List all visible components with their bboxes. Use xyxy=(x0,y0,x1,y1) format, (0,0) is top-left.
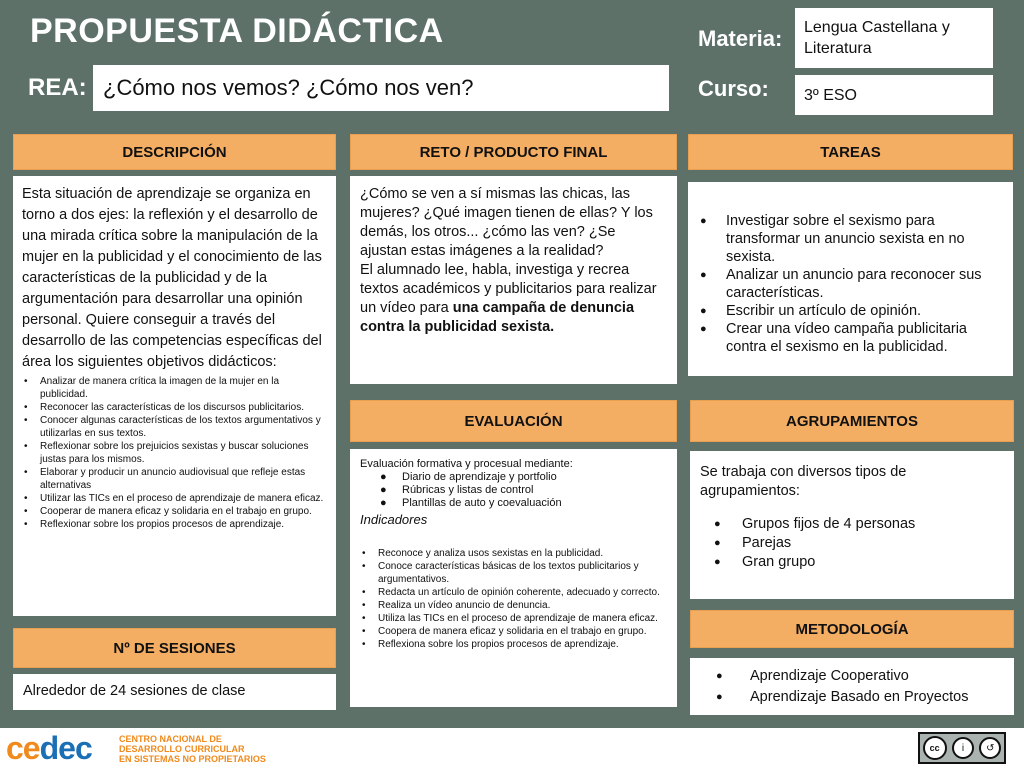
metodologia-panel xyxy=(690,658,1014,715)
objetivos-list xyxy=(22,375,328,531)
list-item: • Reflexionar sobre los prejuicios sexistas y buscar soluciones justas para los mismos. xyxy=(22,440,328,466)
list-item: • Utilizar las TICs en el proceso de aprendizaje de manera eficaz. xyxy=(22,492,328,505)
materia-box xyxy=(795,8,993,68)
sa-icon: ↺ xyxy=(979,737,1001,759)
list-item: ● Rúbricas y listas de control xyxy=(380,484,665,497)
list-item: ● Aprendizaje Cooperativo xyxy=(716,666,1004,687)
list-item: • Reflexiona sobre los propios procesos de aprendizaje. xyxy=(360,638,665,651)
agrupamientos-heading: AGRUPAMIENTOS xyxy=(690,400,1014,442)
list-item: • Elaborar y producir un anuncio audiovisual que refleje estas alternativas xyxy=(22,466,328,492)
list-item: ● Grupos fijos de 4 personas xyxy=(714,515,1004,534)
list-item: ● Analizar un anuncio para reconocer sus características. xyxy=(700,266,999,302)
agrupamientos-intro: Se trabaja con diversos tipos de agrupamientos: xyxy=(700,464,907,499)
curso-value: 3º ESO xyxy=(804,87,857,104)
list-item: ● Escribir un artículo de opinión. xyxy=(700,302,999,320)
rea-box xyxy=(93,65,669,111)
reto-bold-text: una campaña de denuncia contra la publicidad sexista. xyxy=(360,300,635,335)
list-item: ● Aprendizaje Basado en Proyectos xyxy=(716,687,1004,708)
tareas-list xyxy=(700,212,999,356)
list-item: ● Gran grupo xyxy=(714,553,1004,572)
agrupamientos-list xyxy=(714,515,1004,572)
reto-question: ¿Cómo se ven a sí mismas las chicas, las mujeres? ¿Qué imagen tienen de ellas? Y los demás, los otros... ¿cómo las ven? ¿Se ajustan estas imágenes a la realidad? xyxy=(360,186,653,259)
reto-description xyxy=(360,261,663,337)
footer xyxy=(0,728,1024,770)
evaluacion-panel xyxy=(350,449,677,707)
list-item: • Cooperar de manera eficaz y solidaria en el trabajo en grupo. xyxy=(22,505,328,518)
list-item: ● Parejas xyxy=(714,534,1004,553)
list-item: • Realiza un vídeo anuncio de denuncia. xyxy=(360,599,665,612)
caption-line: DESARROLLO CURRICULAR xyxy=(119,744,245,754)
metodologia-heading: METODOLOGÍA xyxy=(690,610,1014,648)
caption-line: EN SISTEMAS NO PROPIETARIOS xyxy=(119,754,266,764)
metodologia-list xyxy=(716,666,1004,708)
instrumentos-list xyxy=(380,471,665,510)
list-item: • Reconoce y analiza usos sexistas en la publicidad. xyxy=(360,547,665,560)
cc-icon: cc xyxy=(923,736,947,760)
descripcion-text: Esta situación de aprendizaje se organiza en torno a dos ejes: la reflexión y el desarrollo de una mirada crítica sobre la manipulación de la mujer en la publicidad y el conocimiento de las características de la publicidad y de la argumentación para desarrollar una opinión personal. Quiere conseguir a través del desarrollo de las competencias específicas del área los siguientes objetivos didácticos: xyxy=(22,186,322,370)
by-icon: i xyxy=(952,737,974,759)
sesiones-value: Alrededor de 24 sesiones de clase xyxy=(23,683,246,699)
materia-value: Lengua Castellana y Literatura xyxy=(804,19,950,57)
list-item: • Reflexionar sobre los propios procesos de aprendizaje. xyxy=(22,518,328,531)
page-title: PROPUESTA DIDÁCTICA xyxy=(30,12,444,50)
tareas-panel xyxy=(688,182,1013,376)
list-item: ● Plantillas de auto y coevaluación xyxy=(380,497,665,510)
reto-panel xyxy=(350,176,677,384)
sesiones-panel xyxy=(13,674,336,710)
rea-label: REA: xyxy=(28,74,87,101)
list-item: • Coopera de manera eficaz y solidaria en el trabajo en grupo. xyxy=(360,625,665,638)
list-item: ● Diario de aprendizaje y portfolio xyxy=(380,471,665,484)
evaluacion-heading: EVALUACIÓN xyxy=(350,400,677,442)
evaluacion-intro: Evaluación formativa y procesual mediante: xyxy=(360,458,573,470)
curso-box xyxy=(795,75,993,115)
indicadores-label: Indicadores xyxy=(360,512,428,527)
caption-line: CENTRO NACIONAL DE xyxy=(119,734,222,744)
list-item: ● Investigar sobre el sexismo para transformar un anuncio sexista en no sexista. xyxy=(700,212,999,266)
tareas-heading: TAREAS xyxy=(688,134,1013,170)
reto-text: El alumnado lee, habla, investiga y recrea textos académicos y publicitarios para realizar un vídeo para xyxy=(360,262,657,316)
cedec-caption xyxy=(119,734,266,764)
descripcion-heading: DESCRIPCIÓN xyxy=(13,134,336,170)
agrupamientos-panel xyxy=(690,451,1014,599)
list-item: • Conocer algunas características de los textos argumentativos y utilizarlas en sus textos. xyxy=(22,414,328,440)
reto-heading: RETO / PRODUCTO FINAL xyxy=(350,134,677,170)
curso-label: Curso: xyxy=(698,76,769,101)
list-item: • Utiliza las TICs en el proceso de aprendizaje de manera eficaz. xyxy=(360,612,665,625)
list-item: • Redacta un artículo de opinión coherente, adecuado y correcto. xyxy=(360,586,665,599)
rea-value: ¿Cómo nos vemos? ¿Cómo nos ven? xyxy=(103,75,474,100)
list-item: • Reconocer las características de los discursos publicitarios. xyxy=(22,401,328,414)
sesiones-heading: Nº DE SESIONES xyxy=(13,628,336,668)
descripcion-panel xyxy=(13,176,336,616)
cedec-logo: cedec xyxy=(6,730,92,766)
list-item: ● Crear una vídeo campaña publicitaria contra el sexismo en la publicidad. xyxy=(700,320,999,356)
list-item: • Conoce características básicas de los textos publicitarios y argumentativos. xyxy=(360,560,665,586)
materia-label: Materia: xyxy=(698,26,783,51)
cc-license-badge[interactable] xyxy=(918,732,1006,764)
list-item: • Analizar de manera crítica la imagen de la mujer en la publicidad. xyxy=(22,375,328,401)
indicadores-list xyxy=(360,547,665,651)
